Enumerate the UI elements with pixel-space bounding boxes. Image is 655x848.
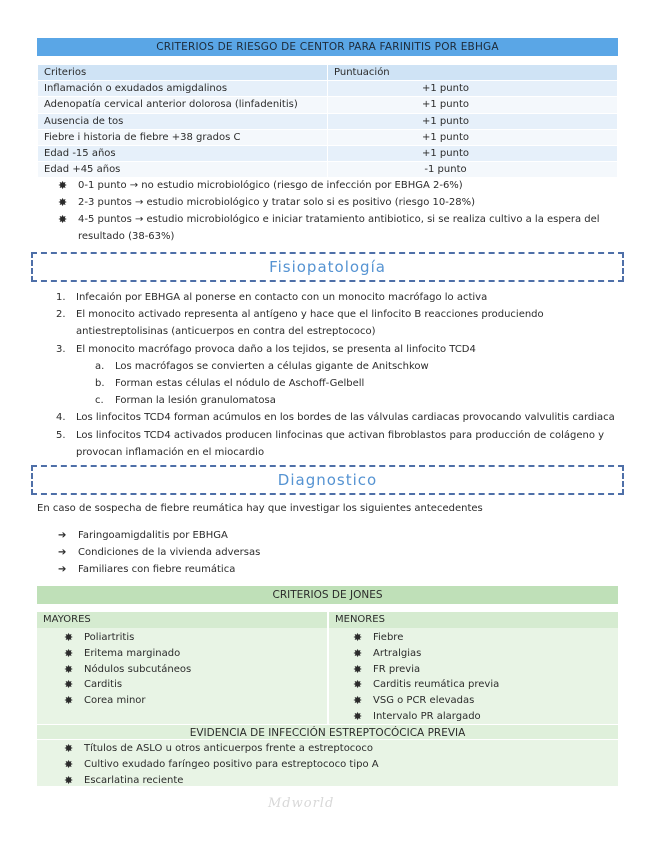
- item-text: Nódulos subcutáneos: [84, 663, 192, 675]
- criterion-cell: Adenopatía cervical anterior dolorosa (linfadenitis): [38, 97, 328, 113]
- star-bullet-icon: ✸: [64, 678, 74, 692]
- table-row: [38, 162, 618, 178]
- item-text: El monocito macrófago provoca daño a los tejidos, se presenta al linfocito TCD4: [76, 343, 476, 355]
- points-cell: +1 punto: [328, 97, 618, 113]
- criterion-cell: Inflamación o exudados amigdalinos: [38, 81, 328, 97]
- fisiopatologia-section-header: [31, 252, 624, 282]
- antecedentes-list: [58, 527, 260, 578]
- header-puntuacion: Puntuación: [328, 65, 618, 81]
- arrow-right-icon: ➔: [58, 564, 67, 575]
- list-item: [56, 306, 622, 340]
- item-text: Los linfocitos TCD4 forman acúmulos en los bordes de las válvulas cardiacas provocando valvulitis cardiaca: [76, 412, 615, 424]
- item-text: Condiciones de la vivienda adversas: [78, 547, 261, 558]
- item-letter: a.: [95, 360, 105, 372]
- item-text: Escarlatina reciente: [84, 774, 184, 786]
- item-number: 5.: [56, 429, 66, 441]
- jones-table: [37, 612, 618, 786]
- mayores-header: MAYORES: [37, 612, 327, 628]
- star-bullet-icon: ✸: [58, 213, 68, 226]
- star-bullet-icon: ✸: [64, 631, 74, 644]
- criterion-cell: Fiebre i historia de fiebre +38 grados C: [38, 129, 328, 145]
- arrow-right-icon: ➔: [58, 530, 67, 541]
- header-criterios: Criterios: [38, 65, 328, 81]
- list-item: [56, 409, 622, 426]
- item-text: Forman estas células el nódulo de Aschoff-Gelbell: [115, 378, 365, 390]
- list-item: [64, 662, 191, 678]
- fisiopatologia-list: [56, 289, 622, 461]
- table-row: [38, 129, 618, 145]
- list-item: [353, 709, 499, 725]
- item-letter: b.: [95, 378, 105, 390]
- criterion-cell: Ausencia de tos: [38, 113, 328, 129]
- diagnostico-intro: En caso de sospecha de fiebre reumática hay que investigar los siguientes antecedentes: [37, 503, 483, 514]
- list-item: [58, 211, 618, 245]
- list-item: [64, 693, 191, 709]
- item-text: Forman la lesión granulomatosa: [115, 395, 276, 407]
- item-text: Eritema marginado: [84, 647, 181, 659]
- star-bullet-icon: ✸: [353, 631, 363, 644]
- watermark: Mdworld: [268, 796, 335, 811]
- centor-title: CRITERIOS DE RIESGO DE CENTOR PARA FARINITIS POR EBHGA: [37, 38, 618, 56]
- list-item: [353, 662, 499, 678]
- centor-table: [37, 64, 618, 178]
- star-bullet-icon: ✸: [58, 179, 68, 192]
- criterion-cell: Edad +45 años: [38, 162, 328, 178]
- list-item: [353, 646, 499, 662]
- item-number: 3.: [56, 343, 66, 355]
- menores-list: [353, 630, 499, 725]
- star-bullet-icon: ✸: [64, 662, 74, 676]
- item-text: Títulos de ASLO u otros anticuerpos frente a estreptococo: [84, 743, 374, 754]
- column-divider: [327, 612, 329, 724]
- table-row: [38, 145, 618, 161]
- list-item: [64, 646, 191, 662]
- item-text: El monocito activado representa al antígeno y hace que el linfocito B reacciones produciendo antiestreptolisinas (anticuerpos en contra del estreptococo): [76, 309, 544, 338]
- star-bullet-icon: ✸: [64, 646, 74, 660]
- note-text: 4-5 puntos → estudio microbiológico e iniciar tratamiento antibiotico, si se realiza cultivo a la espera del resultado (38-63%): [78, 214, 600, 242]
- list-item: [64, 630, 191, 646]
- list-item: [353, 630, 499, 646]
- list-item: [56, 427, 622, 461]
- points-cell: +1 punto: [328, 129, 618, 145]
- centor-notes-list: [58, 177, 618, 245]
- criterion-cell: Edad -15 años: [38, 145, 328, 161]
- section-title: Fisiopatología: [269, 258, 386, 276]
- points-cell: -1 punto: [328, 162, 618, 178]
- points-cell: +1 punto: [328, 113, 618, 129]
- item-text: Poliartritis: [84, 632, 135, 643]
- sub-list-item: [56, 375, 622, 392]
- table-row: [38, 97, 618, 113]
- item-text: Faringoamigdalitis por EBHGA: [78, 530, 228, 541]
- star-bullet-icon: ✸: [64, 773, 74, 787]
- item-text: Fiebre: [373, 632, 404, 643]
- points-cell: +1 punto: [328, 145, 618, 161]
- list-item: [58, 194, 618, 211]
- list-item: [353, 693, 499, 709]
- jones-title: CRITERIOS DE JONES: [37, 586, 618, 604]
- list-item: [64, 757, 379, 773]
- list-item: [56, 289, 622, 306]
- list-item: [353, 677, 499, 693]
- item-letter: c.: [95, 395, 104, 407]
- evidencia-list: [64, 741, 379, 788]
- item-text: Cultivo exudado faríngeo positivo para estreptococo tipo A: [84, 758, 379, 770]
- item-text: Los macrófagos se convierten a células gigante de Anitschkow: [115, 360, 429, 372]
- note-text: 0-1 punto → no estudio microbiológico (riesgo de infección por EBHGA 2-6%): [78, 180, 463, 191]
- diagnostico-section-header: [31, 465, 624, 495]
- star-bullet-icon: ✸: [64, 694, 74, 708]
- star-bullet-icon: ✸: [353, 678, 363, 692]
- item-text: Corea minor: [84, 695, 146, 707]
- table-row: [38, 81, 618, 97]
- list-item: [58, 177, 618, 194]
- list-item: [64, 741, 379, 757]
- item-text: Infecaión por EBHGA al ponerse en contacto con un monocito macrófago lo activa: [76, 292, 488, 303]
- item-text: Familiares con fiebre reumática: [78, 564, 236, 575]
- item-text: VSG o PCR elevadas: [373, 695, 475, 707]
- item-text: Artralgias: [373, 647, 422, 659]
- note-text: 2-3 puntos → estudio microbiológico y tratar solo si es positivo (riesgo 10-28%): [78, 197, 475, 208]
- star-bullet-icon: ✸: [58, 196, 68, 209]
- sub-list-item: [56, 392, 622, 409]
- star-bullet-icon: ✸: [353, 662, 363, 676]
- item-text: Carditis reumática previa: [373, 679, 500, 691]
- section-title: Diagnostico: [277, 471, 378, 489]
- evidencia-header: EVIDENCIA DE INFECCIÓN ESTREPTOCÓCICA PREVIA: [37, 724, 618, 740]
- list-item: [58, 527, 260, 544]
- item-number: 4.: [56, 412, 66, 424]
- arrow-right-icon: ➔: [58, 547, 67, 558]
- item-text: Carditis: [84, 679, 123, 691]
- mayores-list: [64, 630, 191, 709]
- menores-header: MENORES: [329, 612, 618, 628]
- item-text: Los linfocitos TCD4 activados producen linfocinas que activan fibroblastos para producción de colágeno y provocan inflamación en el miocardio: [76, 429, 605, 458]
- list-item: [64, 677, 191, 693]
- star-bullet-icon: ✸: [353, 694, 363, 708]
- item-text: Intervalo PR alargado: [373, 710, 481, 722]
- star-bullet-icon: ✸: [353, 709, 363, 723]
- item-number: 2.: [56, 309, 66, 321]
- star-bullet-icon: ✸: [64, 757, 74, 771]
- sub-list-item: [56, 358, 622, 375]
- list-item: [64, 773, 379, 789]
- table-header-row: [38, 65, 618, 81]
- points-cell: +1 punto: [328, 81, 618, 97]
- star-bullet-icon: ✸: [64, 742, 74, 755]
- list-item: [58, 561, 260, 578]
- star-bullet-icon: ✸: [353, 646, 363, 660]
- list-item: [58, 544, 260, 561]
- list-item: [56, 341, 622, 358]
- item-number: 1.: [56, 292, 66, 303]
- item-text: FR previa: [373, 663, 421, 675]
- table-row: [38, 113, 618, 129]
